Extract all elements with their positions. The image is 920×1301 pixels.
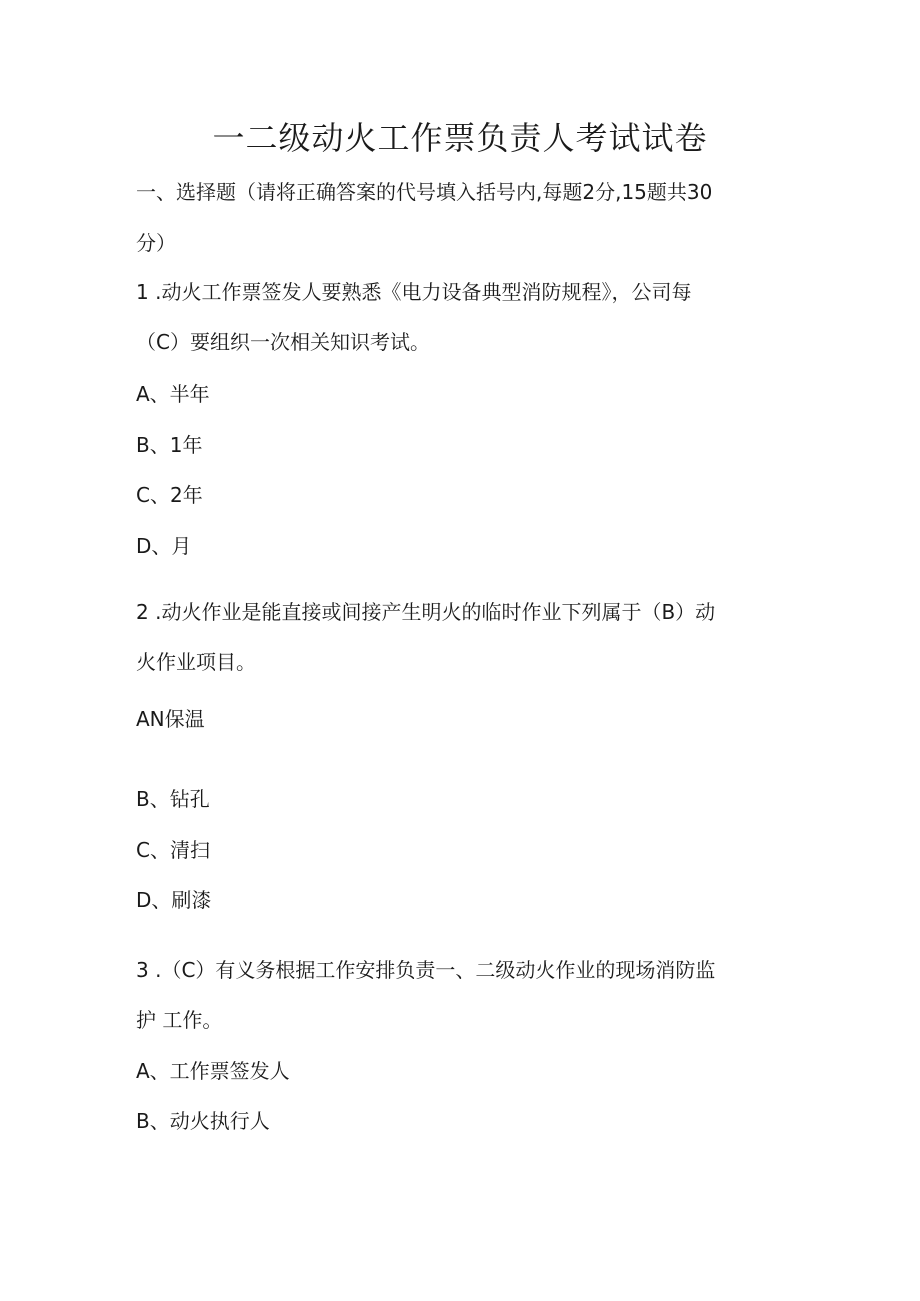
- question-2-option-d: D、刷漆: [136, 888, 212, 912]
- section-header-line-2: 分）: [136, 231, 176, 255]
- question-1-text-line-2: （C）要组织一次相关知识考试。: [136, 330, 430, 354]
- document-title: 一二级动火工作票负责人考试试卷: [212, 119, 708, 157]
- question-2-option-c: C、清扫: [136, 838, 210, 862]
- question-2-option-b: B、钻孔: [136, 787, 210, 811]
- question-2-text-line-1: 2 .动火作业是能直接或间接产生明火的临时作业下列属于（B）动: [136, 600, 716, 624]
- question-3-text-line-1: 3 .（C）有义务根据工作安排负责一、二级动火作业的现场消防监: [136, 958, 716, 982]
- question-2-option-a: AN保温: [136, 707, 205, 731]
- question-3-text-line-2: 护 工作。: [136, 1008, 223, 1032]
- section-header-line-1: 一、选择题（请将正确答案的代号填入括号内,每题2分,15题共30: [136, 180, 713, 204]
- question-2-text-line-2: 火作业项目。: [136, 650, 256, 674]
- question-3-option-b: B、动火执行人: [136, 1109, 270, 1133]
- question-1-option-b: B、1年: [136, 433, 203, 457]
- question-1-option-d: D、月: [136, 534, 192, 558]
- question-3-option-a: A、工作票签发人: [136, 1059, 290, 1083]
- question-1-text-line-1: 1 .动火工作票签发人要熟悉《电力设备典型消防规程》，公司每: [136, 280, 692, 304]
- question-1-option-c: C、2年: [136, 483, 203, 507]
- question-1-option-a: A、半年: [136, 382, 210, 406]
